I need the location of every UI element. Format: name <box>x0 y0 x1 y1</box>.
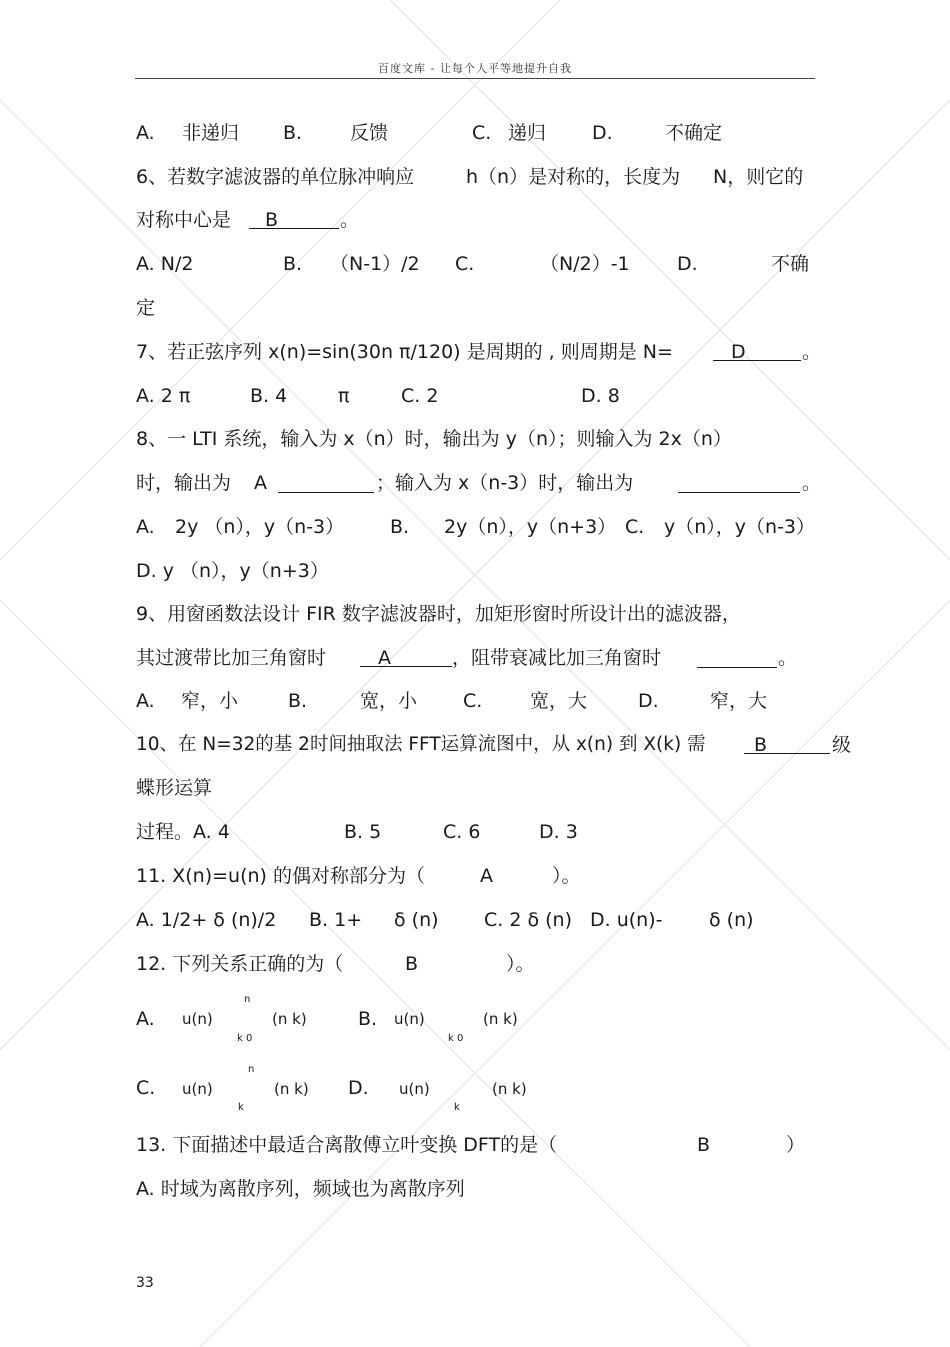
q7-option-b: B. 4 <box>250 385 288 407</box>
q7-line1: 7、若正弦序列 x(n)=sin(30n π/120) 是周期的 , 则周期是 N= <box>136 341 673 363</box>
q12-option-a-un: u(n) <box>182 1010 213 1028</box>
page-number: 33 <box>136 1275 154 1291</box>
q11-option-c: C. 2 δ (n) <box>484 909 573 931</box>
q7-option-b-pi: π <box>338 385 350 407</box>
q9-option-b-text: 宽，小 <box>360 690 418 712</box>
q11-end: ）。 <box>552 865 581 887</box>
q12-option-c-sub: k <box>238 1102 244 1113</box>
q11-option-d-text: δ (n) <box>709 909 754 931</box>
q12-end: ）。 <box>506 953 535 975</box>
q11-option-a: A. 1/2+ δ (n)/2 <box>136 909 277 931</box>
q8-line1: 8、一 LTI 系统，输入为 x（n）时，输出为 y（n）；则输入为 2x（n） <box>136 428 732 450</box>
q12-option-a-sub: k 0 <box>237 1033 253 1044</box>
q9-option-d-label: D. <box>638 690 659 712</box>
q6-option-b-label: B. <box>283 253 303 275</box>
q12-option-a-label: A. <box>136 1008 155 1030</box>
q12-option-c-un: u(n) <box>182 1080 213 1098</box>
q7-answer: D <box>713 341 801 361</box>
q8-option-b-text: 2y（n），y（n+3） <box>444 516 617 538</box>
q12-option-b-nk: (n k) <box>483 1010 518 1028</box>
q10-line2: 蝶形运算 <box>136 777 213 799</box>
q10-option-d: D. 3 <box>539 821 578 843</box>
q7-option-a: A. 2 π <box>136 385 191 407</box>
q6-line2-end: 。 <box>340 209 360 231</box>
q6-line1-c: N，则它的 <box>713 166 804 188</box>
q5-option-a-text: 非递归 <box>182 122 240 144</box>
q9-line2-end: 。 <box>778 647 798 669</box>
q6-line1-a: 6、若数字滤波器的单位脉冲响应 <box>136 166 415 188</box>
q9-option-c-text: 宽，大 <box>530 690 588 712</box>
q5-option-a-label: A. <box>136 122 155 144</box>
q9-blank-2 <box>697 647 777 668</box>
q5-option-d-label: D. <box>592 122 613 144</box>
q6-line1-b: h（n）是对称的，长度为 <box>466 166 681 188</box>
q9-option-a-text: 窄，小 <box>181 690 239 712</box>
q6-option-c-text: （N/2）-1 <box>540 253 630 275</box>
q6-line2: 对称中心是 <box>136 209 232 231</box>
q13-end: ） <box>786 1134 806 1156</box>
q12-option-a-sup: n <box>244 994 251 1005</box>
q10-line3: 过程。A. 4 <box>136 821 230 843</box>
q8-option-d: D. y （n），y（n+3） <box>136 560 329 582</box>
q7-option-c: C. 2 <box>401 385 439 407</box>
q12-answer: B <box>405 953 419 975</box>
q10-option-b: B. 5 <box>344 821 382 843</box>
q10-answer: B <box>744 734 830 754</box>
q12-option-c-label: C. <box>136 1077 156 1099</box>
q11-option-b-text: δ (n) <box>394 909 439 931</box>
q8-blank-1 <box>278 472 374 493</box>
q8-line2-b: ；输入为 x（n-3）时，输出为 <box>376 472 634 494</box>
q12-option-c-sup: n <box>248 1064 255 1075</box>
q8-answer: A <box>254 472 267 494</box>
header-rule <box>135 78 815 79</box>
q12-option-b-sub: k 0 <box>448 1033 464 1044</box>
q8-line2-end: 。 <box>802 472 822 494</box>
q11-line1: 11. X(n)=u(n) 的偶对称部分为（ <box>136 865 426 887</box>
q8-option-c-label: C. <box>625 516 645 538</box>
q12-option-a-nk: (n k) <box>272 1010 307 1028</box>
q9-option-d-text: 窄，大 <box>710 690 768 712</box>
q8-line2-a: 时，输出为 <box>136 472 232 494</box>
q12-option-d-sub: k <box>454 1102 460 1113</box>
q12-option-d-label: D. <box>348 1077 369 1099</box>
q9-line1: 9、用窗函数法设计 FIR 数字滤波器时，加矩形窗时所设计出的滤波器， <box>136 603 741 625</box>
q5-option-b-text: 反馈 <box>350 122 389 144</box>
q12-option-d-un: u(n) <box>399 1080 430 1098</box>
q12-option-b-label: B. <box>358 1008 378 1030</box>
q9-answer: A <box>360 647 452 667</box>
q6-option-c-label: C. <box>455 253 475 275</box>
q6-option-b-text: （N-1）/2 <box>330 253 420 275</box>
q12-option-d-nk: (n k) <box>492 1080 527 1098</box>
q6-option-d-label: D. <box>677 253 698 275</box>
q7-end: 。 <box>802 341 822 363</box>
q8-option-b-label: B. <box>390 516 410 538</box>
page-header: 百度文库 - 让每个人平等地提升自我 <box>378 62 572 75</box>
q11-option-b: B. 1+ <box>309 909 363 931</box>
q6-answer: B <box>249 209 339 229</box>
q12-option-b-un: u(n) <box>394 1010 425 1028</box>
q6-option-d-continued: 定 <box>136 297 156 319</box>
q13-option-a: A. 时域为离散序列，频域也为离散序列 <box>136 1178 465 1200</box>
q9-option-b-label: B. <box>288 690 308 712</box>
q5-option-b-label: B. <box>283 122 303 144</box>
q9-line2-a: 其过渡带比加三角窗时 <box>136 647 327 669</box>
q5-option-c-label: C. <box>472 122 492 144</box>
q11-option-d: D. u(n)- <box>590 909 663 931</box>
q10-line1-b: 级 <box>832 734 852 756</box>
q6-option-d-text: 不确 <box>771 253 810 275</box>
q8-blank-2 <box>678 472 800 493</box>
q10-line1-a: 10、在 N=32的基 2时间抽取法 FFT运算流图中，从 x(n) 到 X(k) 需 <box>136 734 706 755</box>
q9-option-a-label: A. <box>136 690 155 712</box>
q13-answer: B <box>697 1134 711 1156</box>
q5-option-d-text: 不确定 <box>665 122 723 144</box>
q5-option-c-text: 递归 <box>508 122 547 144</box>
q10-option-c: C. 6 <box>443 821 481 843</box>
q6-option-a: A. N/2 <box>136 253 194 275</box>
q12-line1: 12. 下列关系正确的为（ <box>136 953 344 975</box>
q12-option-c-nk: (n k) <box>274 1080 309 1098</box>
q8-option-c-text: y（n），y（n-3） <box>664 516 816 538</box>
q11-answer: A <box>480 865 493 887</box>
q9-line2-b: ，阻带衰减比加三角窗时 <box>452 647 662 669</box>
q13-line1: 13. 下面描述中最适合离散傅立叶变换 DFT的是（ <box>136 1134 558 1156</box>
q9-option-c-label: C. <box>463 690 483 712</box>
q8-option-a-label: A. <box>136 516 155 538</box>
q8-option-a-text: 2y （n），y（n-3） <box>175 516 345 538</box>
q7-option-d: D. 8 <box>581 385 620 407</box>
